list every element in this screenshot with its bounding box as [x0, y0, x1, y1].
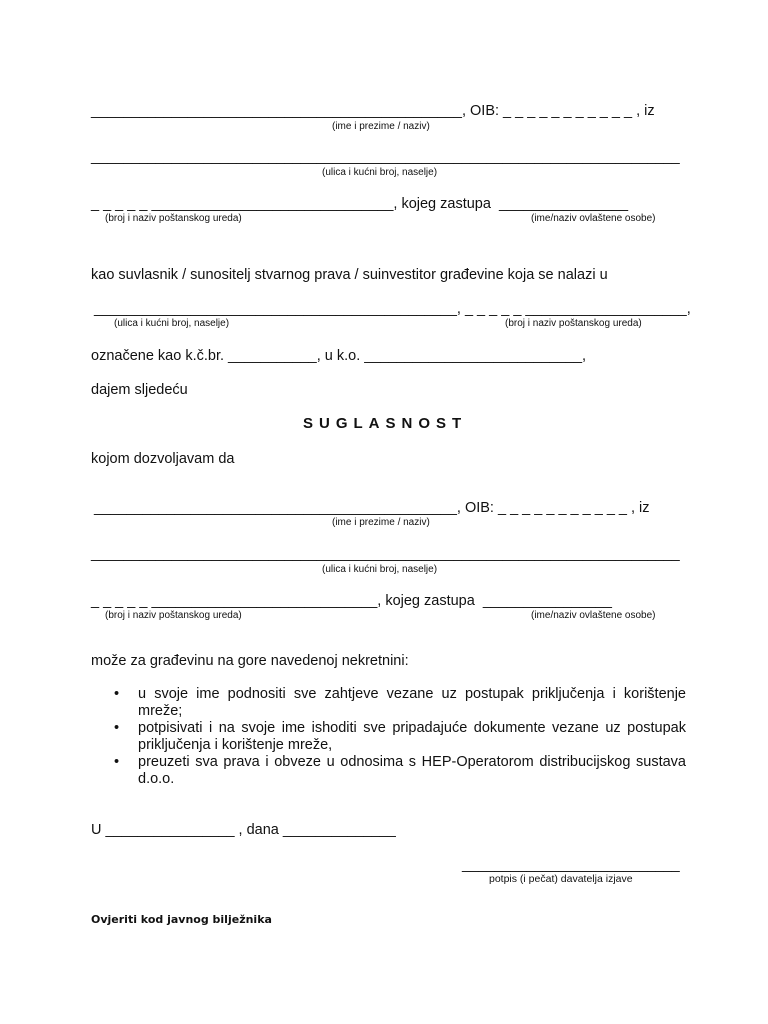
declarant-representative-label: (ime/naziv ovlaštene osobe) [531, 213, 656, 224]
building-address-label: (ulica i kućni broj, naselje) [114, 318, 230, 329]
signature-line: ___________________________ [462, 857, 680, 873]
authorized-post-label: (broj i naziv poštanskog ureda) [105, 610, 242, 621]
list-item [110, 720, 686, 753]
permissions-list [110, 686, 686, 788]
notary-note: Ovjeriti kod javnog bilježnika [91, 913, 272, 926]
bullet-icon: • [114, 754, 120, 770]
authorized-post-representative-line: _ _ _ _ _ ____________________________, kojeg zastupa ________________ [91, 593, 612, 609]
permission-text: potpisivati i na svoje ime ishoditi sve pripadajuće dokumente vezane uz postupak priključenja i korištenje mreže, [138, 720, 686, 753]
building-address-line: _____________________________________________, _ _ _ _ _ ____________________, [94, 301, 691, 317]
ownership-intro: kao suvlasnik / sunositelj stvarnog prava / suinvestitor građevine koja se nalazi u [91, 267, 608, 283]
declarant-post-label: (broj i naziv poštanskog ureda) [105, 213, 242, 224]
may-text: može za građevinu na gore navedenoj nekretnini: [91, 653, 409, 669]
list-item [110, 686, 686, 719]
permission-text: u svoje ime podnositi sve zahtjeve vezane uz postupak priključenja i korištenje mreže; [138, 686, 686, 719]
declarant-address-label: (ulica i kućni broj, naselje) [322, 167, 438, 178]
signature-label: potpis (i pečat) davatelja izjave [489, 873, 633, 885]
declarant-name-label: (ime i prezime / naziv) [332, 121, 430, 132]
give-text: dajem sljedeću [91, 382, 188, 398]
authorized-address-label: (ulica i kućni broj, naselje) [322, 564, 438, 575]
declarant-post-representative-line: _ _ _ _ _ ______________________________, kojeg zastupa ________________ [91, 196, 629, 212]
document-title: SUGLASNOST [303, 415, 468, 432]
declarant-name-oib-line: ______________________________________________, OIB: _ _ _ _ _ _ _ _ _ _ _ , iz [91, 103, 655, 119]
bullet-icon: • [114, 720, 120, 736]
allow-text: kojom dozvoljavam da [91, 451, 235, 467]
permission-text: preuzeti sva prava i obveze u odnosima s HEP-Operatorom distribucijskog sustava d.o.o. [138, 754, 686, 787]
parcel-line: označene kao k.č.br. ___________, u k.o. ___________________________, [91, 348, 587, 364]
place-date-line: U ________________ , dana ______________ [91, 822, 396, 838]
authorized-representative-label: (ime/naziv ovlaštene osobe) [531, 610, 656, 621]
authorized-name-label: (ime i prezime / naziv) [332, 517, 430, 528]
authorized-address-line: _________________________________________________________________________ [91, 546, 680, 562]
list-item [110, 754, 686, 787]
authorized-name-oib-line: _____________________________________________, OIB: _ _ _ _ _ _ _ _ _ _ _ , iz [94, 500, 650, 516]
declarant-address-line: _________________________________________________________________________ [91, 149, 680, 165]
building-post-label: (broj i naziv poštanskog ureda) [505, 318, 642, 329]
bullet-icon: • [114, 686, 120, 702]
